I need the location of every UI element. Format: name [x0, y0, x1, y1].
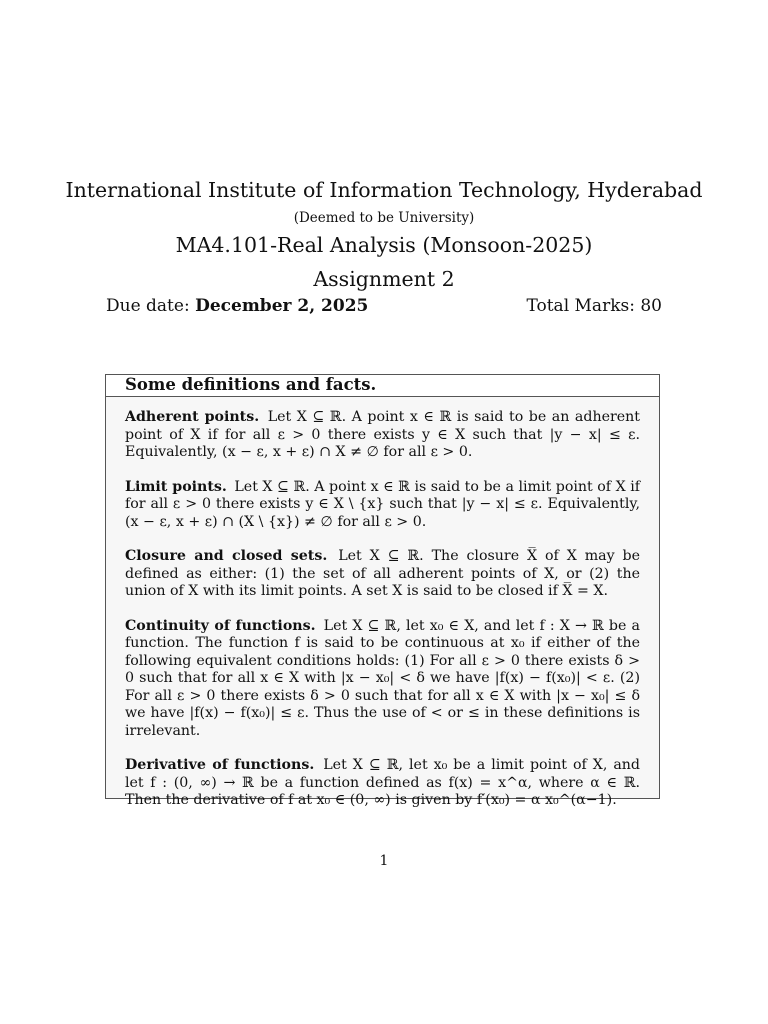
definition-continuity — [125, 618, 640, 741]
institution-subtitle: (Deemed to be University) — [293, 210, 475, 226]
assignment-meta — [106, 296, 662, 316]
definition-derivative — [125, 757, 640, 810]
assignment-title: Assignment 2 — [313, 267, 455, 291]
definition-term: Closure and closed sets. — [125, 548, 328, 564]
definition-term: Continuity of functions. — [125, 617, 316, 634]
due-date-value: December 2, 2025 — [195, 296, 369, 316]
definition-term: Derivative of functions. — [125, 757, 315, 773]
definition-text: Let X ⊆ ℝ. The closure X̅ of X may be defined as either: (1) the set of all adherent points of X, or (2) the union of X with its limit points. A set X is said to be closed if X̅ = X. — [125, 548, 640, 599]
definition-text: Let X ⊆ ℝ, let x₀ ∈ X, and let f : X → ℝ be a function. The function f is said to be continuous at x₀ if either of the following equivalent conditions holds: (1) For all ε > 0 there exists δ > 0 such that for all x ∈ X with |x − x₀| < δ we have |f(x) − f(x₀)| < ε. (2) For all ε > 0 there exists δ > 0 such that for all x ∈ X with |x − x₀| ≤ δ we have |f(x) − f(x₀)| ≤ ε. Thus the use of < or ≤ in these definitions is irrelevant. — [125, 617, 640, 739]
definition-text: Let X ⊆ ℝ. A point x ∈ ℝ is said to be an adherent point of X if for all ε > 0 there exists y ∈ X such that |y − x| ≤ ε. Equivalently, (x − ε, x + ε) ∩ X ≠ ∅ for all ε > 0. — [125, 409, 640, 460]
institution-name: International Institute of Information Technology, Hyderabad — [65, 178, 703, 202]
course-title: MA4.101-Real Analysis (Monsoon-2025) — [175, 233, 593, 257]
definition-term: Adherent points. — [125, 409, 260, 425]
due-date-label: Due date: — [106, 296, 190, 316]
definitions-title: Some definitions and facts. — [106, 375, 659, 397]
definition-adherent-points — [125, 409, 640, 462]
definition-term: Limit points. — [125, 478, 227, 495]
definitions-box — [105, 374, 660, 808]
definitions-body — [106, 397, 659, 810]
definition-limit-points — [125, 479, 640, 532]
definition-closure — [125, 548, 640, 601]
definition-text: Let X ⊆ ℝ. A point x ∈ ℝ is said to be a limit point of X if for all ε > 0 there exists y ∈ X \ {x} such that |y − x| ≤ ε. Equivalently, (x − ε, x + ε) ∩ (X \ {x}) ≠ ∅ for all ε > 0. — [125, 478, 640, 530]
total-marks: Total Marks: 80 — [526, 296, 662, 316]
page-number: 1 — [379, 853, 389, 869]
definition-text: Let X ⊆ ℝ, let x₀ be a limit point of X, and let f : (0, ∞) → ℝ be a function defined as f(x) = x^α, where α ∈ ℝ. Then the derivative of f at x₀ ∈ (0, ∞) is given by f′(x₀) = α x₀^(α−1). — [125, 757, 640, 808]
due-date-line — [106, 296, 368, 316]
